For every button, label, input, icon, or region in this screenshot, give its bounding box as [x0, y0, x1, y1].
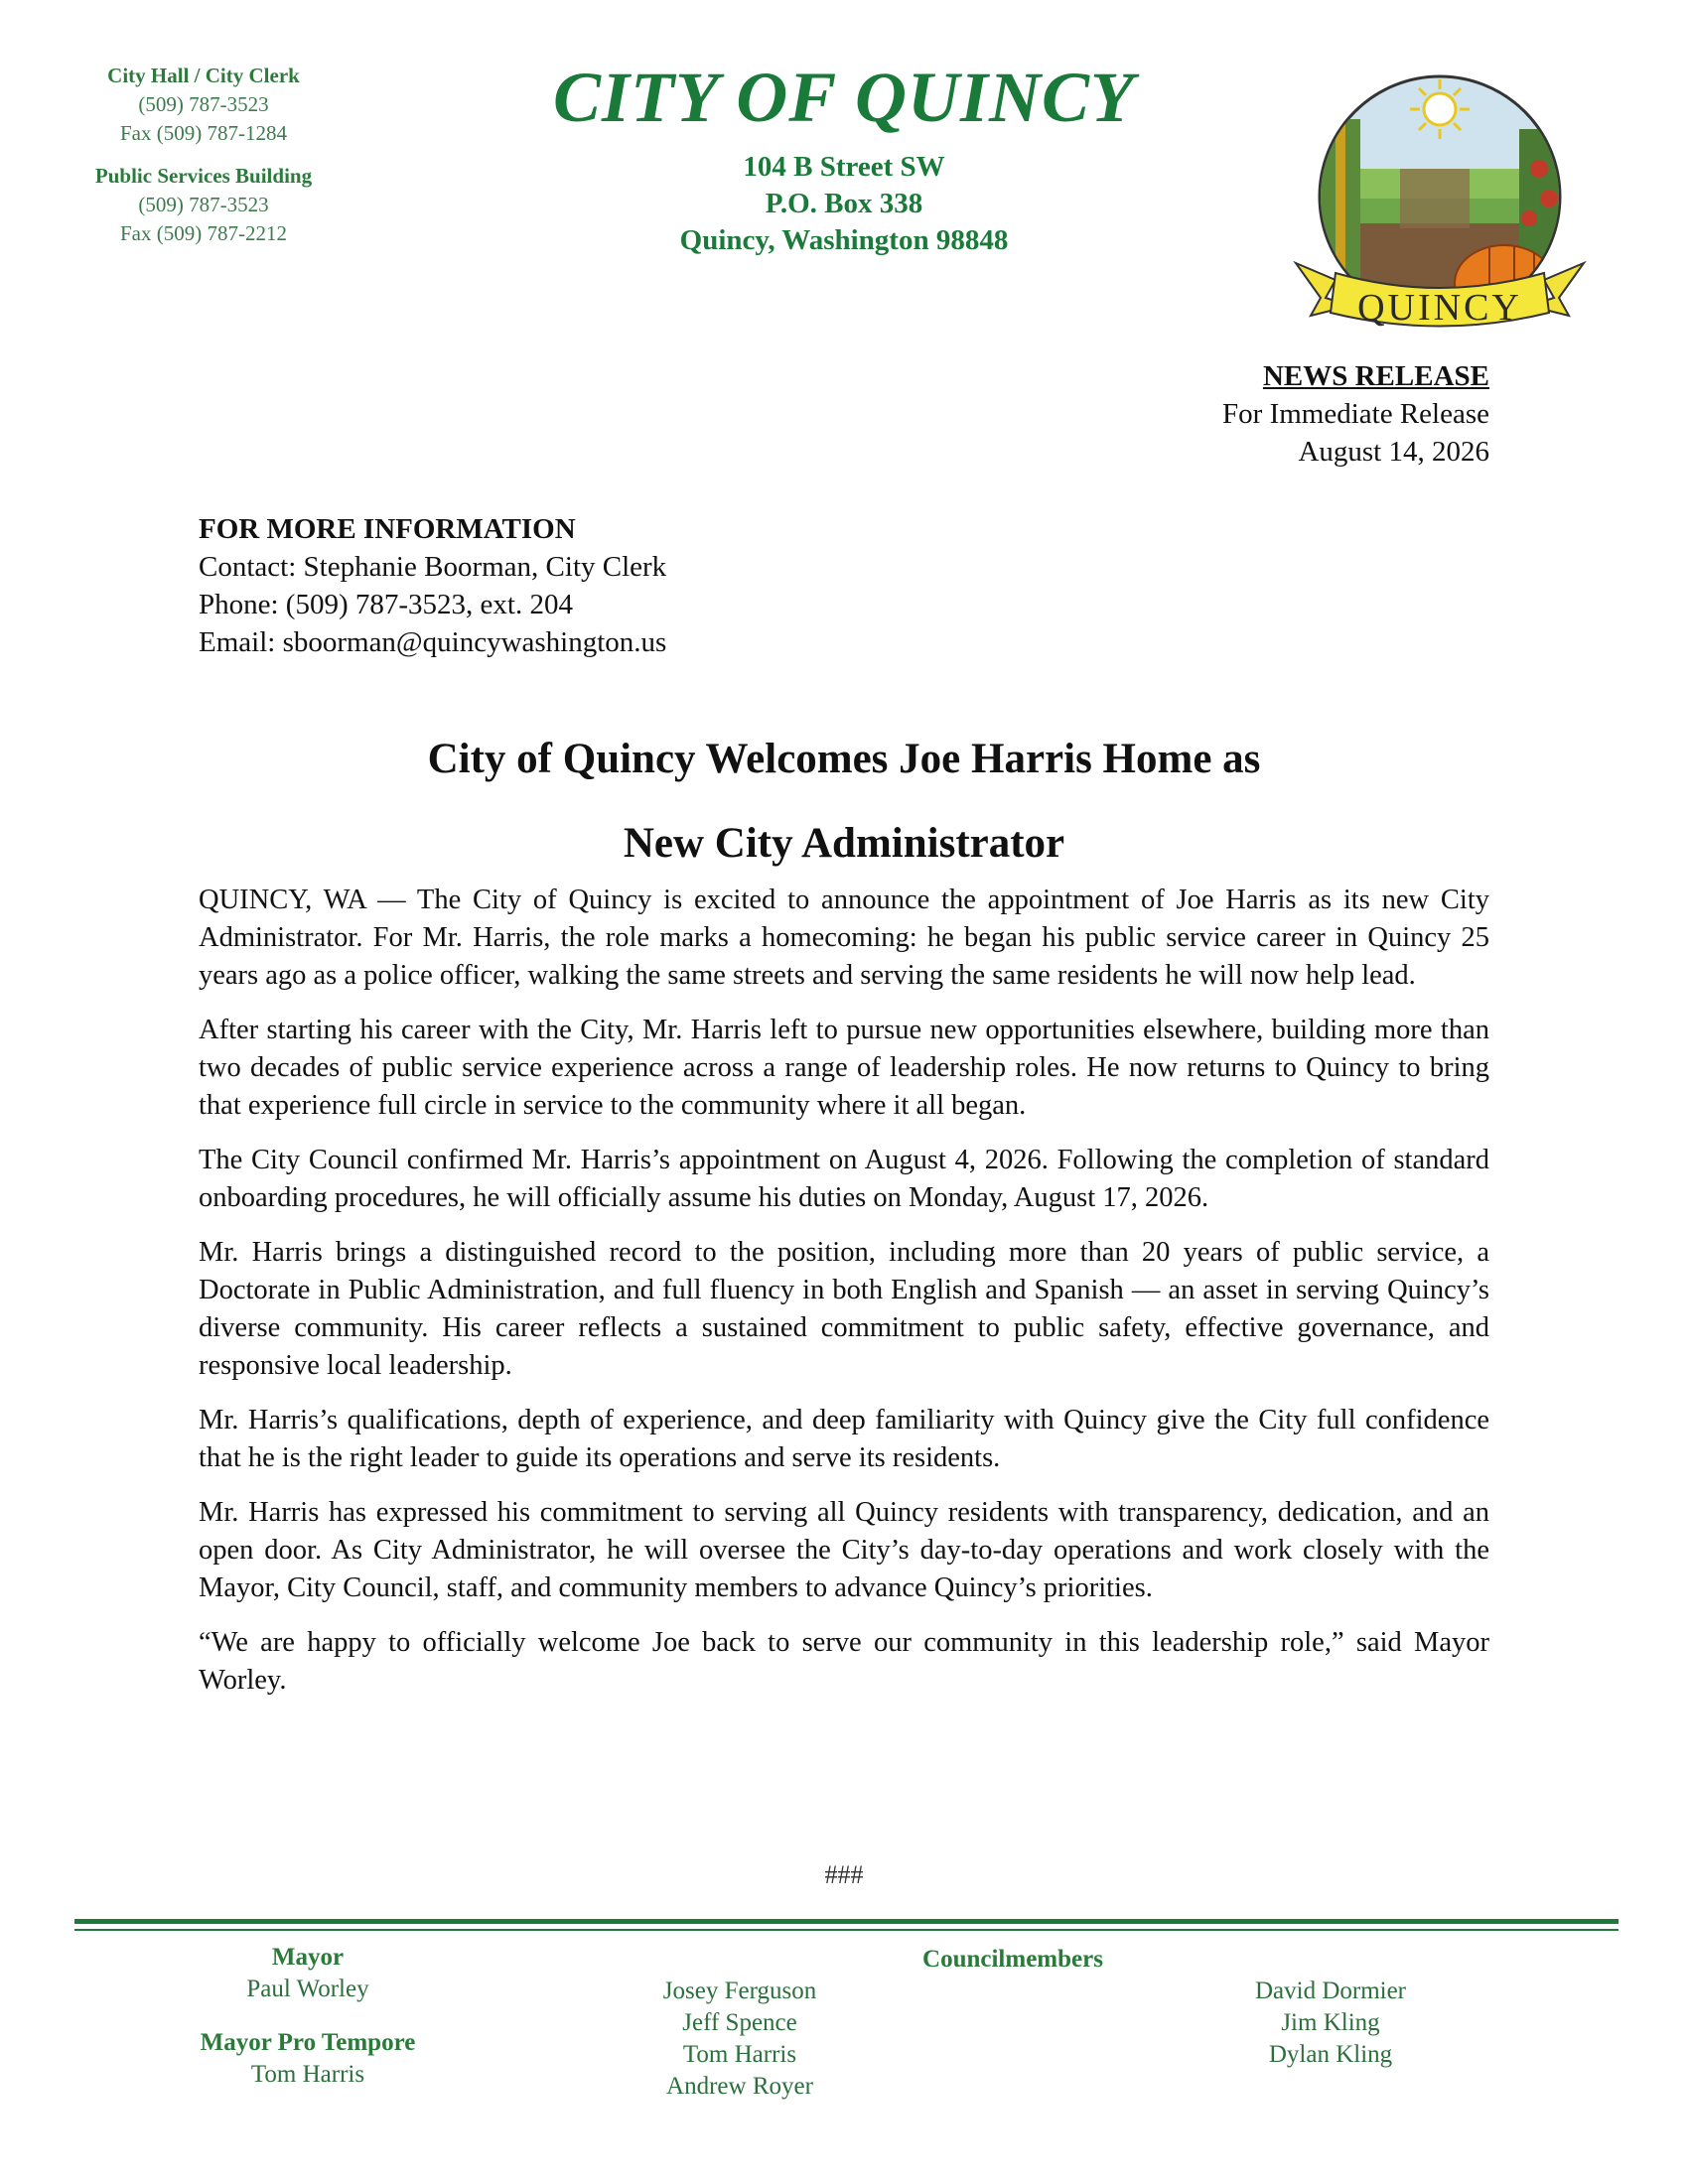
mayor-title: Mayor [271, 1944, 345, 1971]
city-hall-title: City Hall / City Clerk [107, 64, 300, 87]
council-list-1 [581, 1976, 899, 2103]
release-block [1222, 357, 1489, 471]
councilmembers-title: Councilmembers [922, 1946, 1103, 1973]
council-member: David Dormier [1254, 1978, 1407, 2004]
address-line: 104 B Street SW [743, 151, 945, 183]
council-member: Tom Harris [682, 2041, 797, 2068]
article-body [199, 882, 1489, 1716]
footer-officials [149, 1942, 467, 2091]
public-services-title: Public Services Building [94, 164, 313, 188]
address-line: P.O. Box 338 [765, 188, 923, 219]
paragraph: Mr. Harris’s qualifications, depth of experience, and deep familiarity with Quincy give the City full confidence that he is the right leader to guide its operations and serve its residents. [199, 1405, 1489, 1473]
end-mark: ### [824, 1860, 864, 1889]
paragraph: The City Council confirmed Mr. Harris’s appointment on August 4, 2026. Following the completion of standard onboarding procedures, he will officially assume his duties on Monday, August 17, 2026. [199, 1145, 1489, 1213]
letterhead-address [556, 149, 1132, 259]
footer-rule [74, 1919, 1618, 1924]
news-release-label: NEWS RELEASE [1262, 360, 1489, 392]
headline [199, 717, 1489, 886]
paragraph: Mr. Harris has expressed his commitment to serving all Quincy residents with transparency, dedication, and an open door. As City Administrator, he will oversee the City’s day-to-day operations and work closely with the Mayor, City Council, staff, and community members to advance Quincy’s priorities. [199, 1497, 1489, 1603]
pro-tem-name: Tom Harris [250, 2061, 365, 2088]
council-member: Jim Kling [1281, 2009, 1380, 2036]
council-list-2 [1172, 1976, 1489, 2071]
address-line: Quincy, Washington 98848 [679, 224, 1009, 256]
more-info-heading: FOR MORE INFORMATION [199, 513, 576, 545]
council-member: Jeff Spence [682, 2009, 797, 2036]
council-member: Andrew Royer [666, 2073, 813, 2100]
letterhead-title: CITY OF QUINCY [552, 58, 1136, 137]
paragraph: After starting his career with the City, Mr. Harris left to pursue new opportunities elsewhere, building more than two decades of public service experience across a range of leadership roles. He now returns to Quincy to bring that experience full circle in service to the community where it all began. [199, 1015, 1489, 1121]
contact-email: Email: sboorman@quincywashington.us [199, 626, 667, 658]
mayor-name: Paul Worley [246, 1976, 369, 2002]
paragraph: Mr. Harris brings a distinguished record to the position, including more than 20 years of public service, a Doctorate in Public Administration, and full fluency in both English and Spanish — an asset in serving Quincy’s diverse community. His career reflects a sustained commitment to public safety, effective governance, and responsive local leadership. [199, 1237, 1489, 1381]
footer-rule-thin [74, 1929, 1618, 1931]
councilmembers-heading [854, 1944, 1172, 1976]
paragraph: “We are happy to officially welcome Joe back to serve our community in this leadership role,” said Mayor Worley. [199, 1627, 1489, 1696]
paragraph: QUINCY, WA — The City of Quincy is excited to announce the appointment of Joe Harris as its new City Administrator. For Mr. Harris, the role marks a homecoming: he began his public service career in Quincy 25 years ago as a police officer, walking the same streets and serving the same residents he will now help lead. [199, 885, 1489, 991]
contact-person: Contact: Stephanie Boorman, City Clerk [199, 551, 667, 583]
release-timing: For Immediate Release [1222, 398, 1489, 430]
public-services-phone: (509) 787-3523 [138, 193, 269, 216]
more-info-block [199, 510, 666, 661]
council-member: Dylan Kling [1268, 2041, 1393, 2068]
city-hall-phone: (509) 787-3523 [138, 92, 269, 116]
headline-line: City of Quincy Welcomes Joe Harris Home as [427, 736, 1261, 782]
headline-line: New City Administrator [623, 820, 1065, 867]
release-date: August 14, 2026 [1298, 436, 1489, 468]
city-logo [1251, 60, 1628, 347]
contact-block [60, 62, 348, 248]
public-services-fax: Fax (509) 787-2212 [120, 221, 287, 245]
pro-tem-title: Mayor Pro Tempore [200, 2029, 416, 2056]
council-member: Josey Ferguson [662, 1978, 817, 2004]
city-hall-fax: Fax (509) 787-1284 [120, 121, 287, 145]
contact-phone: Phone: (509) 787-3523, ext. 204 [199, 589, 573, 620]
logo-text: QUINCY [1357, 287, 1522, 329]
